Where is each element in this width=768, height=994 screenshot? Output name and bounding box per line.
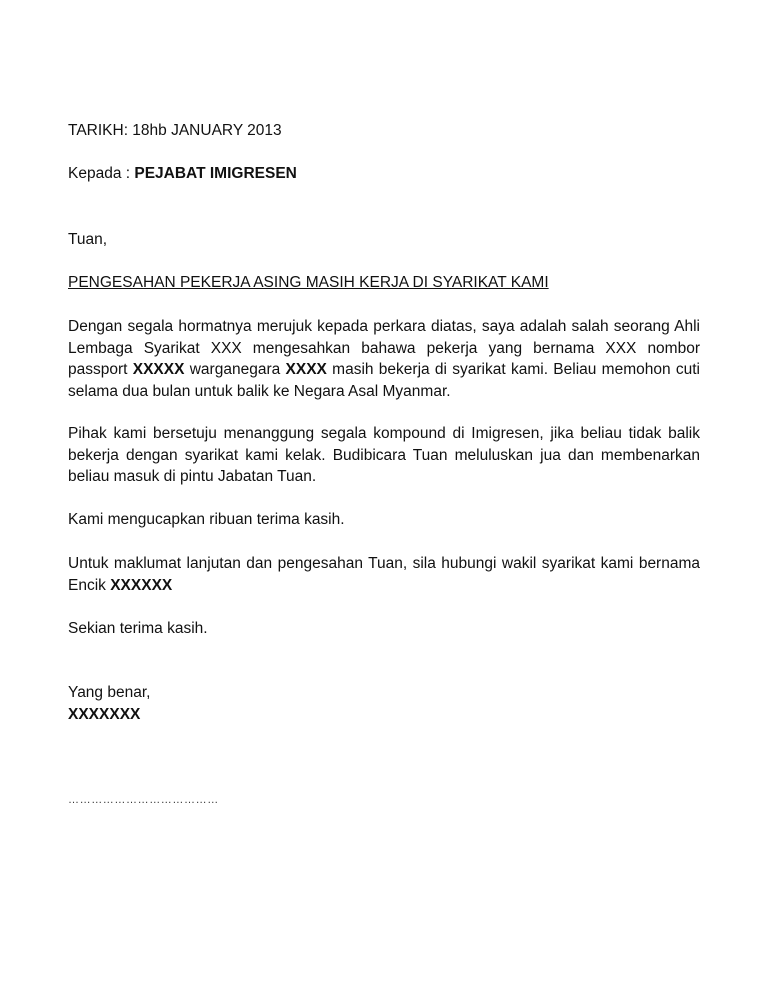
body-paragraph-5: Sekian terima kasih. [68,620,208,637]
para1-text-c: warganegara [184,361,286,379]
para1-text-a: Dengan segala hormatnya merujuk kepada perkara diatas, saya adalah salah seorang Ahli Lembaga Syarikat XXX mengesahkan bahawa pekerja yang bernama XXX nombor passport [68,318,700,379]
para1-text-e: masih bekerja di syarikat kami. Beliau memohon cuti selama dua bulan untuk balik ke Negara Asal Myanmar. [68,361,701,401]
body-paragraph-4 [68,553,700,596]
contact-name: XXXXXX [110,576,173,594]
recipient-name: PEJABAT IMIGRESEN [134,165,297,182]
subject-heading: PENGESAHAN PEKERJA ASING MASIH KERJA DI SYARIKAT KAMI [68,274,549,291]
closing: Yang benar, [68,684,151,701]
body-paragraph-1 [68,316,700,403]
signature-line: ………………………………… [68,794,219,806]
passport-number: XXXXX [132,361,185,379]
recipient-prefix: Kepada : [68,165,135,182]
date-line: TARIKH: 18hb JANUARY 2013 [68,122,282,139]
nationality: XXXX [285,361,327,379]
body-paragraph-3: Kami mengucapkan ribuan terima kasih. [68,511,345,528]
salutation: Tuan, [68,231,108,248]
signatory-text: XXXXXXX [68,706,141,723]
body-paragraph-2: Pihak kami bersetuju menanggung segala kompound di Imigresen, jika beliau tidak balik bekerja dengan syarikat kami kelak. Budibicara Tuan meluluskan jua dan membenarkan beliau masuk di pintu Jabatan Tuan. [68,425,700,486]
recipient-line [68,164,297,184]
signatory-name [68,705,140,725]
para4-text-a: Untuk maklumat lanjutan dan pengesahan Tuan, sila hubungi wakil syarikat kami bernama Encik [68,555,700,594]
